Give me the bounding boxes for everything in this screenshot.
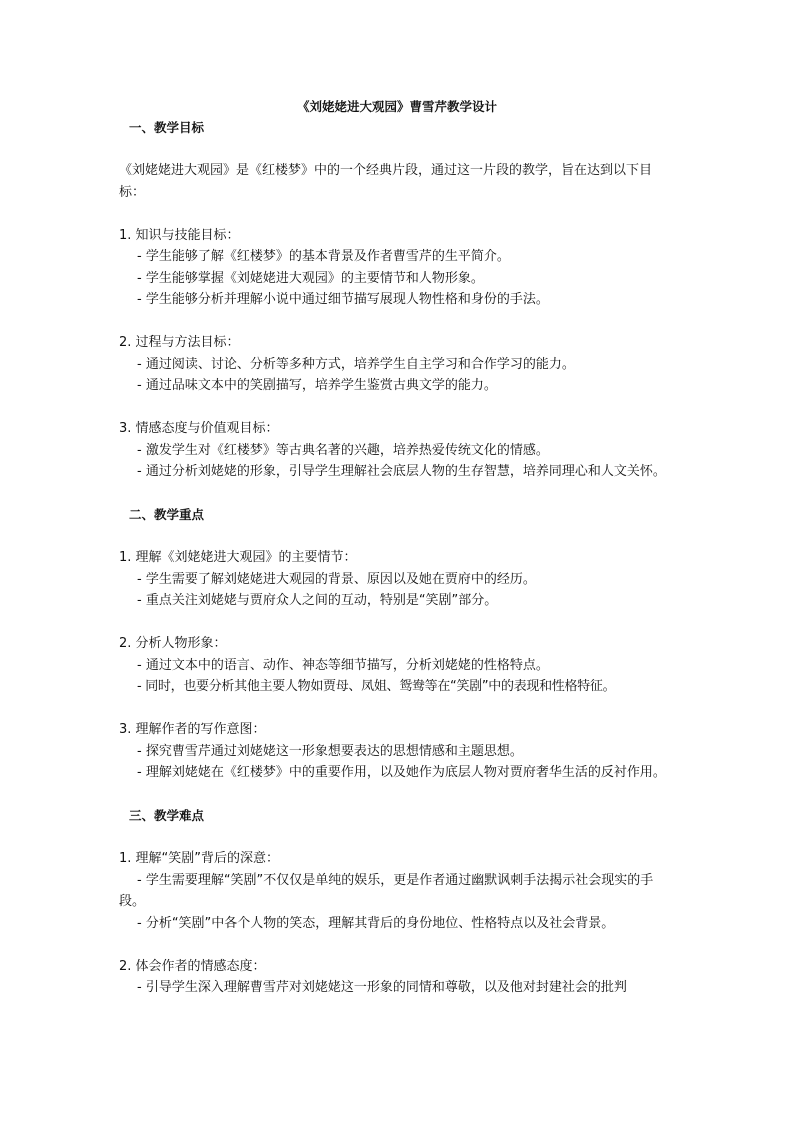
list-item: - 学生需要理解“笑剧”不仅仅是单纯的娱乐，更是作者通过幽默讽刺手法揭示社会现实的手段。 bbox=[119, 872, 654, 909]
objective-item-1: 1. 知识与技能目标： bbox=[119, 227, 240, 243]
list-item: - 引导学生深入理解曹雪芹对刘姥姥这一形象的同情和尊敬，以及他对封建社会的批判 bbox=[137, 980, 627, 995]
list-item: - 通过分析刘姥姥的形象，引导学生理解社会底层人物的生存智慧，培养同理心和人文关怀。 bbox=[137, 464, 666, 479]
list-item: - 学生能够了解《红楼梦》的基本背景及作者曹雪芹的生平简介。 bbox=[137, 249, 510, 264]
list-item: - 通过文本中的语言、动作、神态等细节描写，分析刘姥姥的性格特点。 bbox=[137, 657, 549, 673]
section-heading-difficulties: 三、教学难点 bbox=[129, 808, 205, 823]
section-heading-objectives: 一、教学目标 bbox=[129, 120, 205, 135]
list-item: - 学生能够掌握《刘姥姥进大观园》的主要情节和人物形象。 bbox=[137, 270, 484, 286]
list-item: - 同时，也要分析其他主要人物如贾母、凤姐、鸳鸯等在“笑剧”中的表现和性格特征。 bbox=[137, 679, 616, 694]
list-item: - 分析“笑剧”中各个人物的笑态，理解其背后的身份地位、性格特点以及社会背景。 bbox=[137, 915, 615, 931]
list-item: - 重点关注刘姥姥与贾府众人之间的互动，特别是“笑剧”部分。 bbox=[137, 593, 498, 608]
difficulty-item-2: 2. 体会作者的情感态度： bbox=[119, 958, 266, 974]
list-item: - 学生需要了解刘姥姥进大观园的背景、原因以及她在贾府中的经历。 bbox=[137, 571, 536, 587]
section-intro: 《刘姥姥进大观园》是《红楼梦》中的一个经典片段，通过这一片段的教学，旨在达到以下目标： bbox=[119, 163, 653, 200]
section-heading-key-points: 二、教学重点 bbox=[129, 507, 205, 522]
list-item: - 通过品味文本中的笑剧描写，培养学生鉴赏古典文学的能力。 bbox=[137, 378, 497, 393]
key-point-item-3: 3. 理解作者的写作意图： bbox=[119, 722, 266, 737]
objective-item-2: 2. 过程与方法目标： bbox=[119, 335, 240, 350]
difficulty-item-1: 1. 理解“笑剧”背后的深意： bbox=[119, 851, 280, 866]
key-point-item-1: 1. 理解《刘姥姥进大观园》的主要情节： bbox=[119, 550, 357, 565]
list-item: - 理解刘姥姥在《红楼梦》中的重要作用，以及她作为底层人物对贾府奢华生活的反衬作用。 bbox=[137, 765, 666, 780]
list-item: - 激发学生对《红楼梦》等古典名著的兴趣，培养热爱传统文化的情感。 bbox=[137, 442, 549, 458]
list-item: - 探究曹雪芹通过刘姥姥这一形象想要表达的思想情感和主题思想。 bbox=[137, 743, 523, 759]
document-body bbox=[119, 117, 677, 999]
key-point-item-2: 2. 分析人物形象： bbox=[119, 636, 227, 651]
list-item: - 通过阅读、讨论、分析等多种方式，培养学生自主学习和合作学习的能力。 bbox=[137, 356, 575, 372]
list-item: - 学生能够分析并理解小说中通过细节描写展现人物性格和身份的手法。 bbox=[137, 292, 549, 307]
objective-item-3: 3. 情感态度与价值观目标： bbox=[119, 421, 279, 436]
document-title: 《刘姥姥进大观园》曹雪芹教学设计 bbox=[296, 99, 497, 114]
